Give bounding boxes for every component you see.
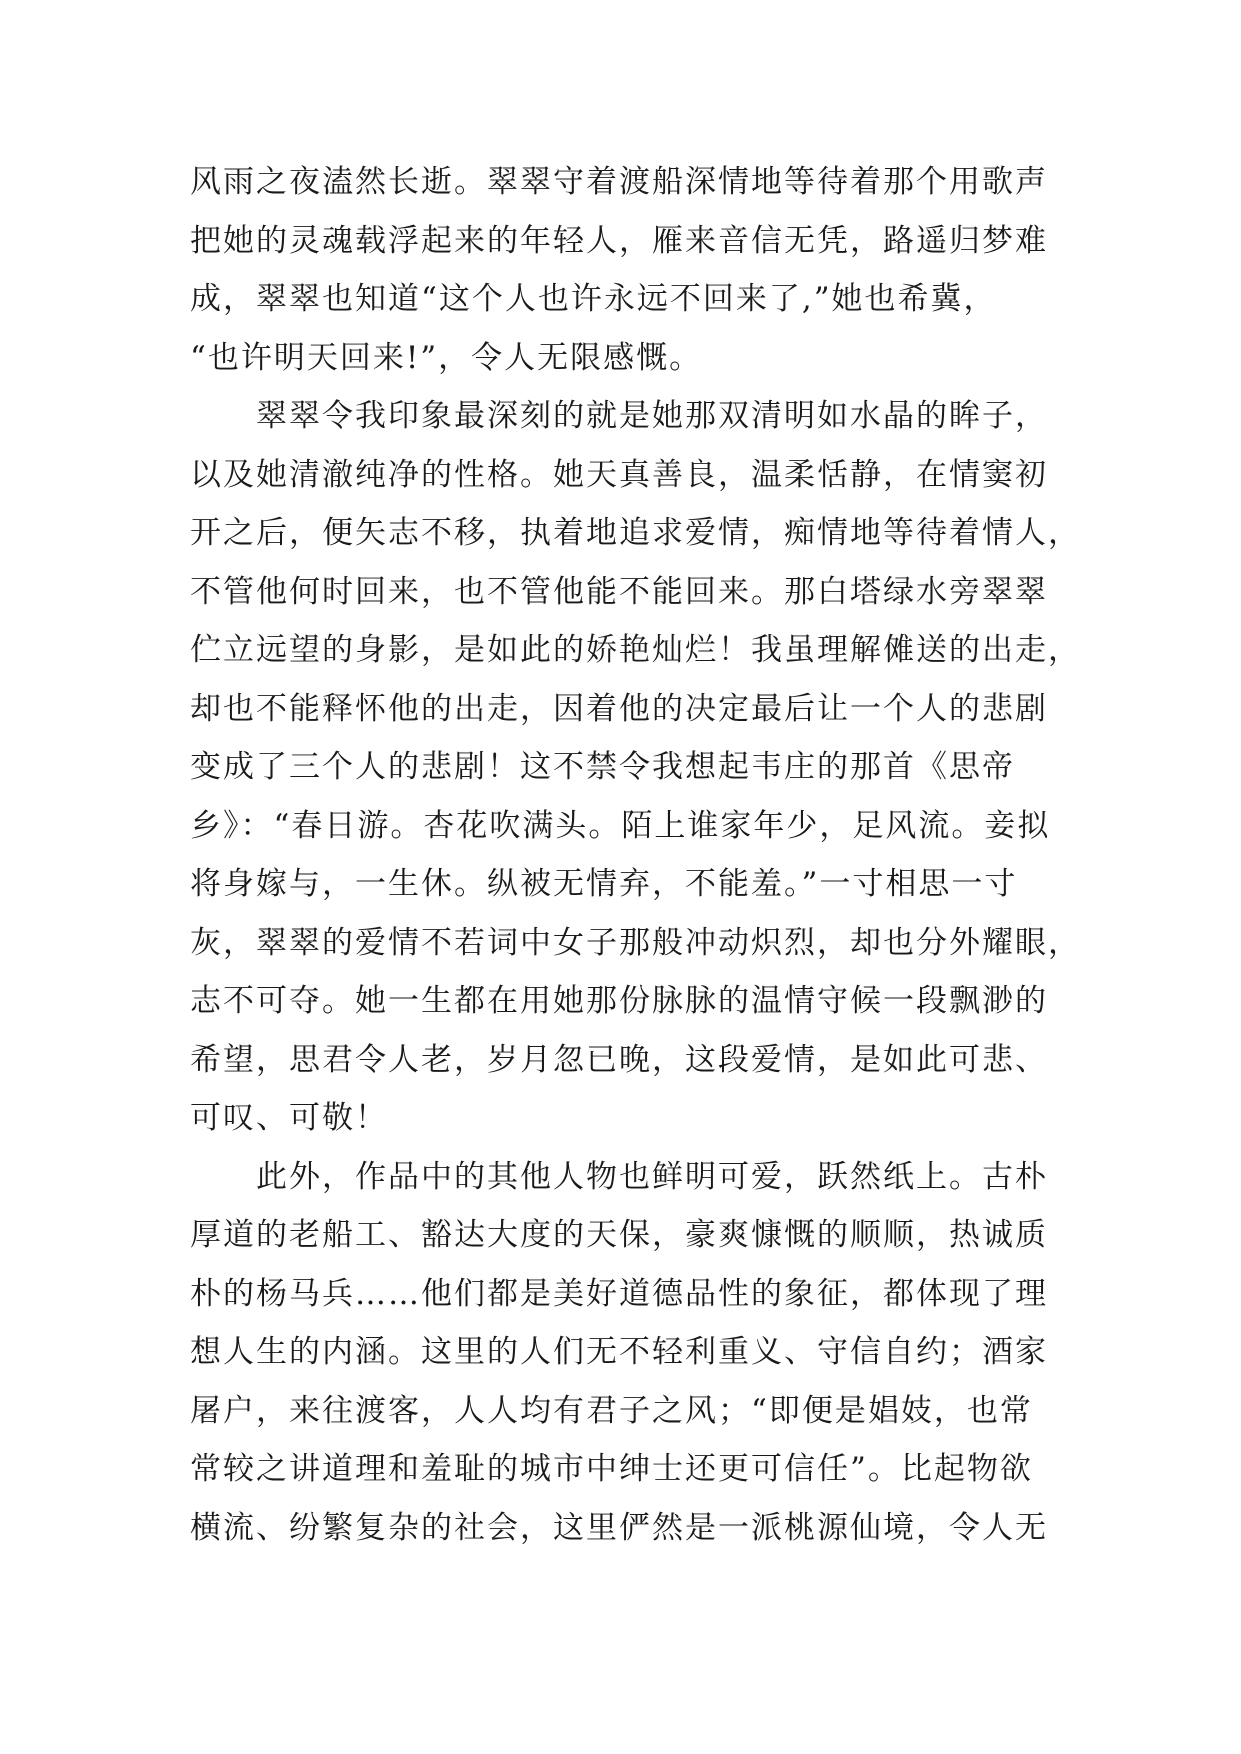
text-line: 想人生的内涵。这里的人们无不轻利重义、守信自约；酒家 [190,1334,1048,1370]
text-line: 可叹、可敬！ [190,1100,388,1136]
text-line: 横流、纷繁复杂的社会，这里俨然是一派桃源仙境，令人无 [190,1509,1048,1546]
text-line: 乡》：“春日游。杏花吹满头。陌上谁家年少，足风流。妾拟 [190,807,1051,844]
text-line: 不管他何时回来，也不管他能不能回来。那白塔绿水旁翠翠 [190,573,1048,610]
text-line: 朴的杨马兵……他们都是美好道德品性的象征，都体现了理 [190,1275,1048,1312]
body-text [190,153,1110,1557]
text-line: 厚道的老船工、豁达大度的天保，豪爽慷慨的顺顺，热诚质 [190,1217,1048,1253]
text-line: 成，翠翠也知道“这个人也许永远不回来了,”她也希冀， [190,281,997,317]
text-line: 志不可夺。她一生都在用她那份脉脉的温情守候一段飘渺的 [190,983,1048,1019]
text-line: 风雨之夜溘然长逝。翠翠守着渡船深情地等待着那个用歌声 [190,164,1048,200]
text-line: 却也不能释怀他的出走，因着他的决定最后让一个人的悲剧 [190,690,1048,727]
text-line: 伫立远望的身影，是如此的娇艳灿烂！我虽理解傩送的出走， [190,632,1081,668]
text-line: 将身嫁与，一生休。纵被无情弃，不能羞。”一寸相思一寸 [190,866,1018,902]
text-line: “也许明天回来!”，令人无限感慨。 [190,339,703,376]
text-line: 以及她清澈纯净的性格。她天真善良，温柔恬静，在情窦初 [190,456,1048,493]
text-line: 开之后，便矢志不移，执着地追求爱情，痴情地等待着情人， [190,515,1081,551]
text-line: 屠户，来往渡客，人人均有君子之风；“即便是娼妓，也常 [190,1392,1033,1429]
text-line: 灰，翠翠的爱情不若词中女子那般冲动炽烈，却也分外耀眼， [190,924,1081,961]
paragraph-start-line: 翠翠令我印象最深刻的就是她那双清明如水晶的眸子， [190,398,1048,434]
text-line: 变成了三个人的悲剧！这不禁令我想起韦庄的那首《思帝 [190,749,1015,785]
text-line: 把她的灵魂载浮起来的年轻人，雁来音信无凭，路遥归梦难 [190,222,1048,259]
text-line: 常较之讲道理和羞耻的城市中绅士还更可信任”。比起物欲 [190,1451,1033,1487]
paragraph-start-line: 此外，作品中的其他人物也鲜明可爱，跃然纸上。古朴 [190,1158,1048,1195]
text-line: 希望，思君令人老，岁月忽已晚，这段爱情，是如此可悲、 [190,1041,1048,1078]
